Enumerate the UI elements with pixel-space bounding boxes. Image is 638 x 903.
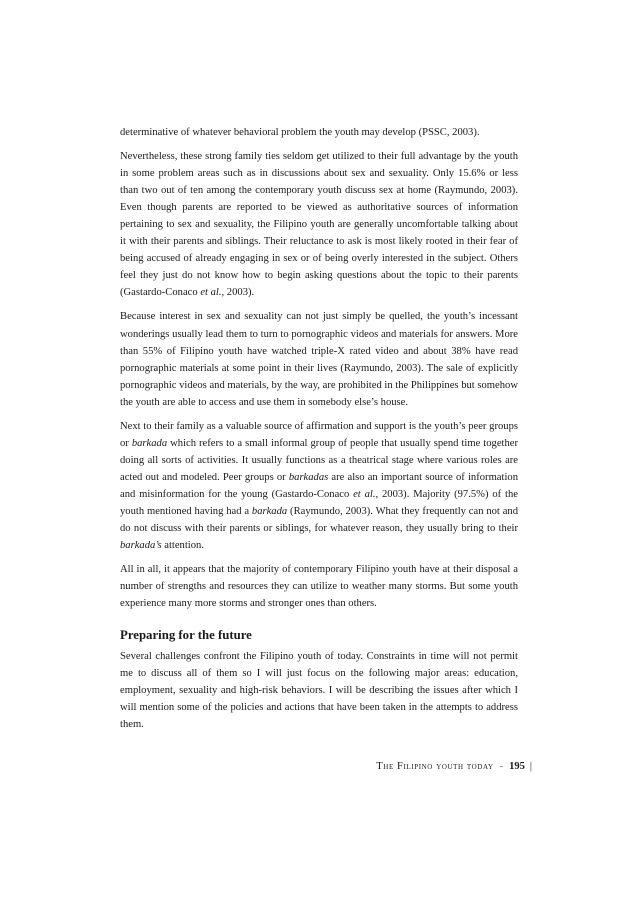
body-paragraph — [120, 148, 518, 301]
page-body — [120, 124, 518, 741]
italic-term: barkada — [251, 505, 288, 517]
text-run: Because interest in sex and sexuality can not just simply be quelled, the youth’s incessant wonderings usually lead them to turn to pornographic videos and materials for answers. More than 55% of Filipino youth have watched triple-X rated video and about 38% have read pornographic materials at some point in their lives (Raymundo, 2003). The sale of explicitly pornographic videos and materials, by the way, are prohibited in the Philippines but somehow the youth are able to access and use them in somebody else’s house. — [120, 311, 518, 408]
italic-term: et al., — [200, 287, 225, 299]
body-paragraph — [120, 124, 518, 141]
body-paragraph — [120, 308, 518, 410]
page-footer — [376, 761, 532, 772]
text-run: All in all, it appears that the majority of contemporary Filipino youth have at their disposal a number of strengths and resources they can utilize to weather many storms. But some youth experience many more storms and stronger ones than others. — [120, 564, 518, 610]
footer-separator: - — [499, 761, 504, 772]
running-title: The Filipino youth today — [376, 761, 494, 772]
page-number: 195 — [509, 761, 525, 772]
text-run: determinative of whatever behavioral problem the youth may develop (PSSC, 2003). — [120, 127, 480, 138]
text-run: attention. — [161, 540, 204, 552]
text-run: Next to their family as a valuable source of affirmation and support is the youth’s peer groups or — [120, 420, 518, 449]
footer-rule: | — [529, 761, 532, 772]
section-heading: Preparing for the future — [120, 628, 252, 643]
text-run: Nevertheless, these strong family ties seldom get utilized to their full advantage by the youth in some problem areas such as in discussions about sex and sexuality. Only 15.6% or less than two out of ten among the contemporary youth discuss sex at home (Raymundo, 2003). Even though parents are reported to be viewed as authoritative sources of information pertaining to sex and sexuality, the Filipino youth are generally uncomfortable talking about it with their parents and siblings. Their reluctance to ask is most likely rooted in their fear of being accused of already engaging in sex or of being overly interested in the subject. Others feel they just do not know how to begin asking questions about the topic to their parents (Gastardo-Conaco — [120, 151, 518, 299]
text-run: which refers to a small informal group of people that usually spend time together doing all sorts of activities. It usually functions as a theatrical stage where various roles are acted out and modeled. Peer groups or — [120, 437, 518, 483]
italic-term: barkadas — [288, 471, 329, 483]
italic-term: et al., — [353, 488, 379, 500]
body-paragraph — [120, 561, 518, 612]
italic-term: barkada — [131, 437, 168, 449]
body-paragraph — [120, 418, 518, 554]
text-run: (Raymundo, 2003). What they frequently can not and do not discuss with their parents or siblings, for whatever reason, they usually bring to their — [120, 505, 519, 535]
body-paragraph — [120, 648, 518, 733]
text-run: 2003). — [224, 287, 255, 299]
italic-term: barkada’s — [120, 540, 162, 552]
text-run: are also an important source of information and misinformation for the young (Gastardo-Conaco — [120, 471, 518, 500]
text-run: 2003). Majority (97.5%) of the youth mentioned having had a — [120, 488, 518, 517]
text-run: Several challenges confront the Filipino youth of today. Constraints in time will not permit me to discuss all of them so I will just focus on the following major areas: education, employment, sexuality and high-risk behaviors. I will be describing the issues after which I will mention some of the policies and actions that have been taken in the attempts to address them. — [120, 651, 518, 731]
